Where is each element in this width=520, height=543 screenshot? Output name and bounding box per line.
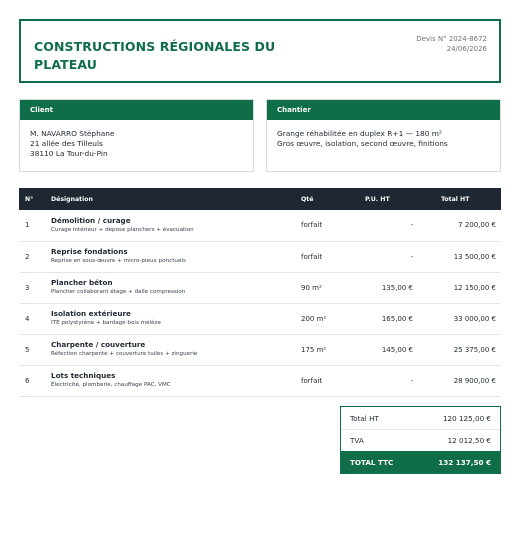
client-address: [20, 120, 253, 159]
row-designation: [51, 210, 301, 241]
row-num: 1: [25, 221, 30, 230]
chantier-line-1: Grange réhabilitée en duplex R+1 — 180 m²: [277, 129, 442, 138]
tva-label: TVA: [350, 436, 364, 445]
row-title: Plancher béton: [51, 278, 113, 287]
client-box: [19, 99, 254, 172]
row-num: 5: [25, 345, 30, 354]
totals-box: [340, 406, 501, 474]
company-name: CONSTRUCTIONS RÉGIONALES DU PLATEAU: [34, 39, 276, 72]
row-designation: [51, 272, 301, 303]
row-unit-price: 145,00 €: [381, 345, 413, 354]
row-total: 28 900,00 €: [453, 376, 496, 385]
row-subtitle: Reprise en sous-œuvre + micro-pieux ponctuels: [51, 258, 186, 264]
row-num: 4: [25, 314, 30, 323]
row-designation: [51, 365, 301, 396]
chantier-box-title: Chantier: [267, 100, 500, 120]
row-subtitle: ITE polystyrène + bardage bois mélèze: [51, 320, 161, 326]
row-unit-price: -: [410, 376, 413, 385]
col-header-designation: Désignation: [51, 195, 93, 203]
row-total: 12 150,00 €: [453, 283, 496, 292]
table-header-row: [19, 188, 501, 210]
chantier-box: [266, 99, 501, 172]
quote-number: Devis N° 2024-8672: [416, 35, 487, 43]
client-name: M. NAVARRO Stéphane: [30, 129, 115, 138]
quote-meta: [416, 34, 487, 54]
row-unit-price: -: [410, 252, 413, 261]
row-subtitle: Électricité, plomberie, chauffage PAC, VMC: [51, 382, 171, 388]
quote-lines-table: [19, 188, 501, 397]
total-ttc-row: [341, 451, 500, 473]
col-header-num: N°: [25, 195, 34, 203]
col-header-total: Total HT: [441, 195, 470, 203]
client-city: 38110 La Tour-du-Pin: [30, 149, 108, 158]
quote-header: [19, 19, 501, 83]
row-unit-price: 135,00 €: [381, 283, 413, 292]
row-designation: [51, 334, 301, 365]
col-header-pu: P.U. HT: [365, 195, 390, 203]
total-ttc-value: 132 137,50 €: [438, 457, 491, 467]
tva-value: 12 012,50 €: [447, 436, 491, 445]
row-unit-price: -: [410, 221, 413, 230]
row-unit-price: 165,00 €: [381, 314, 413, 323]
row-qty: forfait: [301, 252, 323, 261]
row-num: 3: [25, 283, 30, 292]
row-title: Charpente / couverture: [51, 340, 146, 349]
row-subtitle: Plancher collaborant étage + dalle compression: [51, 289, 186, 295]
total-ht-value: 120 125,00 €: [442, 413, 491, 423]
chantier-line-2: Gros œuvre, isolation, second œuvre, finitions: [277, 139, 448, 148]
row-qty: forfait: [301, 376, 323, 385]
row-total: 25 375,00 €: [453, 345, 496, 354]
row-title: Reprise fondations: [51, 247, 128, 256]
row-qty: 200 m²: [301, 314, 327, 323]
row-title: Lots techniques: [51, 371, 116, 380]
row-num: 2: [25, 252, 30, 261]
row-qty: forfait: [301, 221, 323, 230]
row-total: 33 000,00 €: [453, 314, 496, 323]
row-qty: 175 m²: [301, 345, 327, 354]
row-subtitle: Réfection charpente + couverture tuiles + zinguerie: [51, 351, 198, 357]
row-title: Isolation extérieure: [51, 309, 131, 318]
row-subtitle: Curage intérieur + dépose planchers + évacuation: [51, 226, 194, 233]
tva-row: [341, 429, 500, 451]
table-row: [19, 365, 501, 396]
row-num: 6: [25, 376, 30, 385]
chantier-description: [267, 120, 500, 149]
total-ht-row: [341, 407, 500, 429]
row-total: 7 200,00 €: [458, 221, 496, 230]
total-ht-label: Total HT: [350, 413, 379, 423]
table-row: [19, 210, 501, 241]
row-total: 13 500,00 €: [453, 252, 496, 261]
row-designation: [51, 303, 301, 334]
row-title: Démolition / curage: [51, 215, 131, 225]
row-designation: [51, 241, 301, 272]
client-street: 21 allée des Tilleuls: [30, 139, 103, 148]
table-row: [19, 241, 501, 272]
table-row: [19, 303, 501, 334]
col-header-qty: Qté: [301, 195, 314, 203]
table-row: [19, 334, 501, 365]
total-ttc-label: TOTAL TTC: [350, 457, 394, 467]
client-box-title: Client: [20, 100, 253, 120]
quote-date: 24/06/2026: [446, 45, 487, 53]
table-row: [19, 272, 501, 303]
row-qty: 90 m²: [301, 283, 322, 292]
